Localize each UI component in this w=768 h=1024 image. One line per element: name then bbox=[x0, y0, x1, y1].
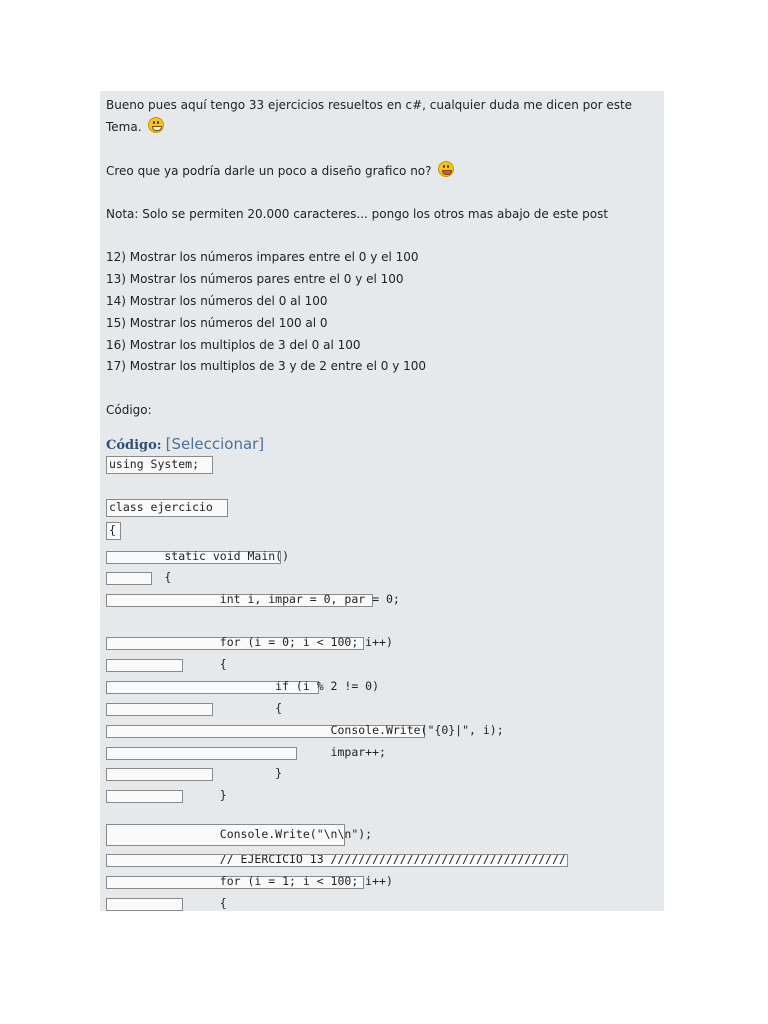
post-panel bbox=[100, 91, 664, 911]
code-line: { bbox=[106, 703, 213, 716]
code-line: { bbox=[106, 898, 183, 911]
intro-line-1: Bueno pues aquí tengo 33 ejercicios resueltos en c#, cualquier duda me dicen por este bbox=[106, 98, 633, 112]
exercise-item: 17) Mostrar los multiplos de 3 y de 2 entre el 0 y 100 bbox=[106, 359, 427, 373]
exercise-item: 12) Mostrar los números impares entre el 0 y el 100 bbox=[106, 250, 419, 264]
code-line: Console.Write("\n\n"); bbox=[106, 824, 345, 846]
code-line: for (i = 0; i < 100; i++) bbox=[106, 637, 364, 650]
intro-line-2-text: Tema. bbox=[106, 120, 142, 134]
code-intro-label: Código: bbox=[106, 403, 152, 417]
grin-emoji-icon bbox=[148, 117, 164, 133]
intro-line-3 bbox=[106, 160, 454, 182]
intro-line-3-text: Creo que ya podría darle un poco a diseño grafico no? bbox=[106, 164, 432, 178]
code-line: int i, impar = 0, par = 0; bbox=[106, 594, 373, 607]
code-line: if (i % 2 != 0) bbox=[106, 681, 319, 694]
select-code-link[interactable]: [Seleccionar] bbox=[165, 435, 265, 453]
intro-line-2 bbox=[106, 116, 164, 138]
code-line: impar++; bbox=[106, 747, 297, 760]
code-line: using System; bbox=[106, 456, 213, 474]
exercise-item: 15) Mostrar los números del 100 al 0 bbox=[106, 316, 328, 330]
code-line: // EJERCICIO 13 ////////////////////////////////// bbox=[106, 854, 568, 867]
code-line: } bbox=[106, 790, 183, 803]
exercise-item: 13) Mostrar los números pares entre el 0 y el 100 bbox=[106, 272, 404, 286]
code-line: static void Main() bbox=[106, 551, 281, 564]
exercise-item: 14) Mostrar los números del 0 al 100 bbox=[106, 294, 328, 308]
code-header bbox=[106, 435, 264, 453]
exercise-item: 16) Mostrar los multiplos de 3 del 0 al 100 bbox=[106, 338, 361, 352]
code-line: class ejercicio bbox=[106, 499, 228, 517]
tongue-emoji-icon bbox=[438, 161, 454, 177]
code-line: for (i = 1; i < 100; i++) bbox=[106, 876, 364, 889]
code-line: } bbox=[106, 768, 213, 781]
code-header-label: Código: bbox=[106, 438, 162, 453]
code-line: { bbox=[106, 522, 121, 540]
code-line: Console.Write("{0}|", i); bbox=[106, 725, 425, 738]
code-line: { bbox=[106, 572, 152, 585]
note-text: Nota: Solo se permiten 20.000 caracteres... pongo los otros mas abajo de este post bbox=[106, 207, 609, 221]
code-line: { bbox=[106, 659, 183, 672]
